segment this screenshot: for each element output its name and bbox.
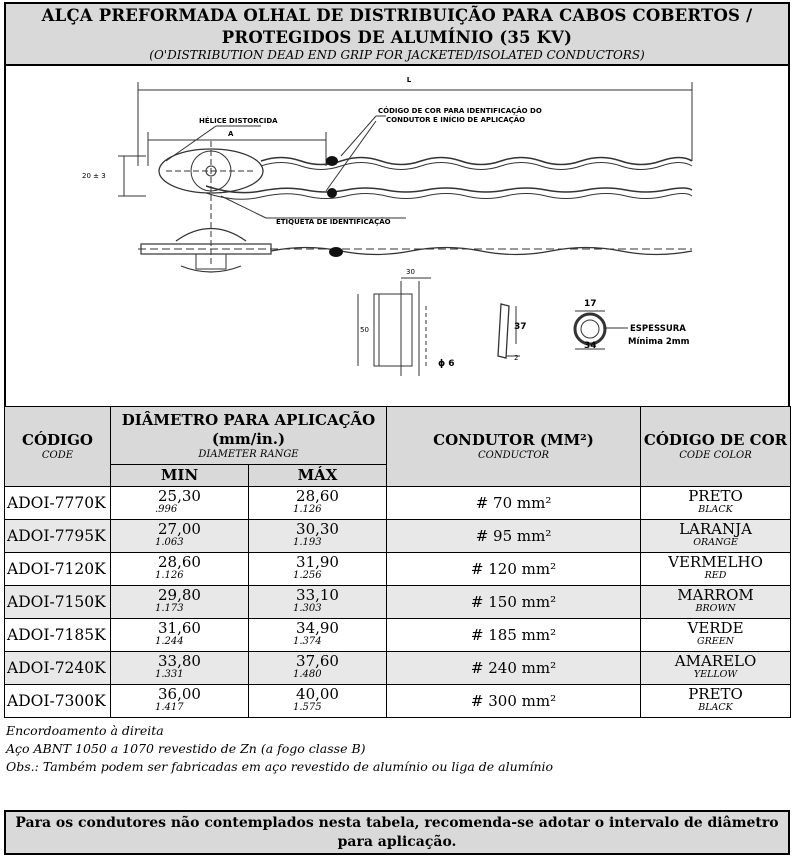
- dim-30: 30: [406, 268, 415, 276]
- color-pt: MARROM: [677, 586, 754, 604]
- color-pt: PRETO: [688, 487, 743, 505]
- table-row: [5, 520, 791, 553]
- max-in: 1.575: [293, 702, 322, 713]
- min-in: 1.173: [155, 603, 184, 614]
- header-cor: [641, 407, 791, 487]
- cell-min: [111, 586, 249, 619]
- color-pt: LARANJA: [679, 520, 752, 538]
- color-en: YELLOW: [693, 669, 738, 680]
- min-in: 1.417: [155, 702, 184, 713]
- cell-conductor: # 95 mm²: [387, 520, 641, 553]
- min-in: 1.126: [155, 570, 184, 581]
- espessura-min-label: Mínima 2mm: [628, 337, 690, 347]
- note-1: Encordoamento à direita: [6, 723, 164, 738]
- max-in: 1.256: [293, 570, 322, 581]
- cell-max: [249, 652, 387, 685]
- label-20: 20 ± 3: [82, 172, 106, 180]
- cell-color: [641, 586, 791, 619]
- cell-code: ADOI-7120K: [5, 553, 111, 586]
- cell-code: ADOI-7185K: [5, 619, 111, 652]
- dim-34: 34: [584, 341, 597, 351]
- cell-color: [641, 652, 791, 685]
- min-in: .996: [155, 504, 178, 515]
- table-row: [5, 685, 791, 718]
- min-mm: 27,00: [158, 520, 201, 538]
- cell-min: [111, 685, 249, 718]
- min-in: 1.331: [155, 669, 184, 680]
- min-in: 1.063: [155, 537, 184, 548]
- max-mm: 31,90: [296, 553, 339, 571]
- color-pt: VERMELHO: [668, 553, 763, 571]
- cell-min: [111, 619, 249, 652]
- header-condutor-en: CONDUCTOR: [477, 450, 550, 461]
- notes: [6, 722, 553, 776]
- color-pt: AMARELO: [674, 652, 757, 670]
- label-L: L: [406, 76, 412, 84]
- cell-conductor: # 300 mm²: [387, 685, 641, 718]
- table-row: [5, 652, 791, 685]
- header-codigo-label: CÓDIGO: [22, 431, 93, 449]
- header-codigo: [5, 407, 111, 487]
- espessura-label: ESPESSURA: [630, 324, 686, 334]
- cell-code: ADOI-7150K: [5, 586, 111, 619]
- header-condutor-label: CONDUTOR (MM²): [433, 431, 594, 449]
- drawing-svg: [6, 66, 788, 406]
- cell-max: [249, 586, 387, 619]
- label-helice: HÉLICE DISTORCIDA: [199, 117, 278, 125]
- note-2: Aço ABNT 1050 a 1070 revestido de Zn (a fogo classe B): [6, 741, 366, 756]
- color-pt: VERDE: [687, 619, 744, 637]
- cell-max: [249, 685, 387, 718]
- cell-code: ADOI-7300K: [5, 685, 111, 718]
- max-in: 1.193: [293, 537, 322, 548]
- cell-max: [249, 520, 387, 553]
- cell-code: ADOI-7795K: [5, 520, 111, 553]
- footer-text: Para os condutores não contemplados nesta tabela, recomenda-se adotar o intervalo de diâmetro para aplicação.: [15, 815, 779, 850]
- color-en: BLACK: [698, 702, 733, 713]
- title-line-2: PROTEGIDOS DE ALUMÍNIO (35 KV): [221, 28, 573, 47]
- table-row: [5, 553, 791, 586]
- header-diametro-unit: (mm/in.): [211, 429, 286, 448]
- min-mm: 31,60: [158, 619, 201, 637]
- dim-17: 17: [584, 299, 597, 309]
- note-3: Obs.: Também podem ser fabricadas em aço revestido de alumínio ou liga de alumínio: [6, 759, 554, 774]
- cell-conductor: # 120 mm²: [387, 553, 641, 586]
- color-en: RED: [704, 570, 727, 581]
- max-in: 1.126: [293, 504, 322, 515]
- cell-min: [111, 487, 249, 520]
- table-row: [5, 487, 791, 520]
- max-mm: 37,60: [296, 652, 339, 670]
- cell-conductor: # 185 mm²: [387, 619, 641, 652]
- table-row: [5, 586, 791, 619]
- cell-color: [641, 685, 791, 718]
- min-in: 1.244: [155, 636, 184, 647]
- min-mm: 29,80: [158, 586, 201, 604]
- max-in: 1.303: [293, 603, 322, 614]
- min-mm: 28,60: [158, 553, 201, 571]
- dim-50: 50: [360, 326, 369, 334]
- min-mm: 36,00: [158, 685, 201, 703]
- header-diametro: [111, 407, 387, 465]
- max-mm: 30,30: [296, 520, 339, 538]
- technical-drawing: [4, 66, 790, 406]
- header-cor-label: CÓDIGO DE COR: [643, 431, 788, 449]
- cell-color: [641, 487, 791, 520]
- header-max: MÁX: [249, 465, 387, 487]
- header-cor-en: CODE COLOR: [679, 450, 752, 461]
- dim-37: 37: [514, 322, 527, 332]
- cell-min: [111, 652, 249, 685]
- cell-conductor: # 150 mm²: [387, 586, 641, 619]
- max-mm: 33,10: [296, 586, 339, 604]
- cell-color: [641, 553, 791, 586]
- label-codigo-cor-2: CONDUTOR E INÍCIO DE APLICAÇÃO: [386, 116, 526, 124]
- header-diametro-label: DIÂMETRO PARA APLICAÇÃO: [121, 410, 376, 429]
- subtitle: (O'DISTRIBUTION DEAD END GRIP FOR JACKETED/ISOLATED CONDUCTORS): [149, 48, 645, 62]
- document-header: [4, 2, 790, 66]
- label-A: A: [228, 130, 234, 138]
- table-row: [5, 619, 791, 652]
- header-diametro-en: DIAMETER RANGE: [198, 448, 299, 460]
- cell-max: [249, 553, 387, 586]
- cell-code: ADOI-7240K: [5, 652, 111, 685]
- footer-note: [4, 810, 790, 855]
- cell-max: [249, 487, 387, 520]
- header-min: MIN: [111, 465, 249, 487]
- header-condutor: [387, 407, 641, 487]
- label-etiqueta: ETIQUETA DE IDENTIFICAÇÃO: [276, 218, 391, 226]
- max-mm: 40,00: [296, 685, 339, 703]
- dim-phi6: ϕ 6: [438, 359, 455, 369]
- color-en: ORANGE: [693, 537, 738, 548]
- color-en: BROWN: [695, 603, 736, 614]
- cell-min: [111, 553, 249, 586]
- max-mm: 34,90: [296, 619, 339, 637]
- dim-2: 2: [514, 354, 519, 362]
- color-en: BLACK: [698, 504, 733, 515]
- title-line-1: ALÇA PREFORMADA OLHAL DE DISTRIBUIÇÃO PARA CABOS COBERTOS /: [41, 6, 753, 25]
- max-in: 1.374: [293, 636, 322, 647]
- header-codigo-en: CODE: [41, 450, 74, 461]
- label-codigo-cor-1: CÓDIGO DE COR PARA IDENTIFICAÇÃO DO: [378, 107, 542, 115]
- cell-conductor: # 240 mm²: [387, 652, 641, 685]
- color-en: GREEN: [697, 636, 734, 647]
- cell-color: [641, 520, 791, 553]
- min-mm: 25,30: [158, 487, 201, 505]
- spec-table: [4, 406, 791, 718]
- cell-min: [111, 520, 249, 553]
- max-mm: 28,60: [296, 487, 339, 505]
- max-in: 1.480: [293, 669, 322, 680]
- cell-conductor: # 70 mm²: [387, 487, 641, 520]
- cell-color: [641, 619, 791, 652]
- min-mm: 33,80: [158, 652, 201, 670]
- cell-max: [249, 619, 387, 652]
- color-pt: PRETO: [688, 685, 743, 703]
- cell-code: ADOI-7770K: [5, 487, 111, 520]
